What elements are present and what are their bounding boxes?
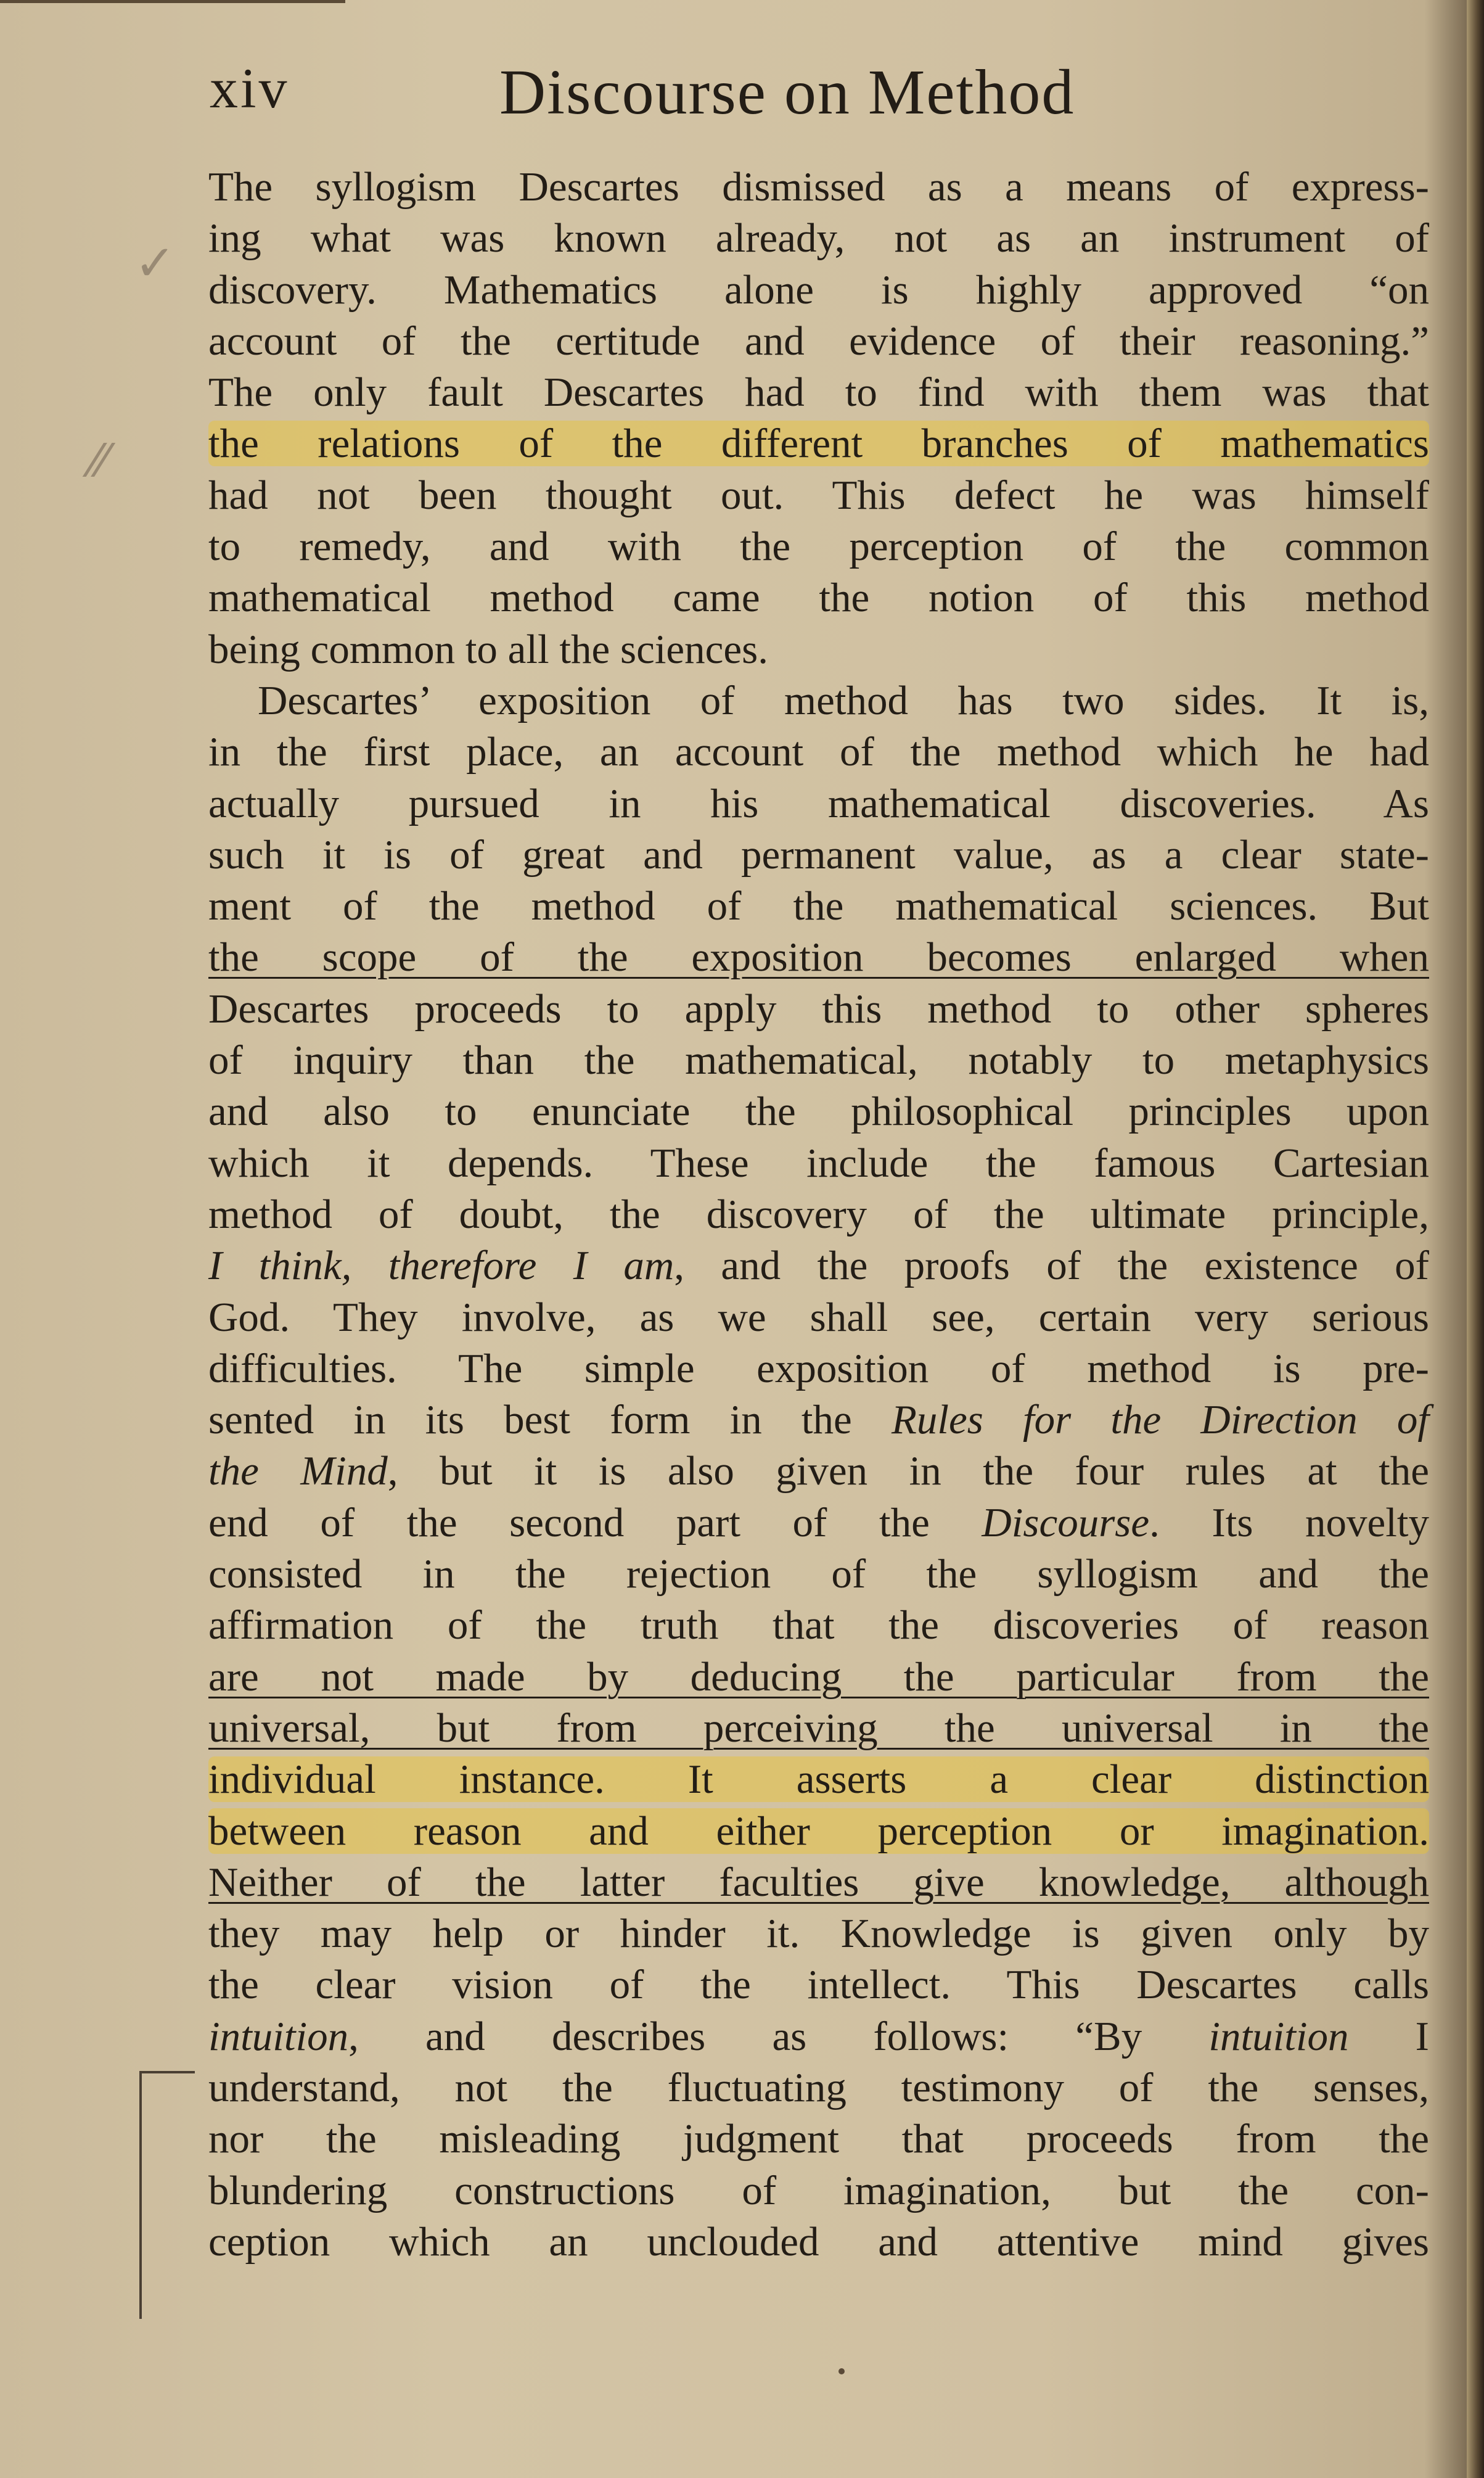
- text-line: to remedy, and with the perception of the common: [208, 524, 1429, 570]
- page-edge-shadow: [1467, 0, 1484, 2478]
- page-header: [210, 56, 1441, 130]
- text-line: intuition, and describes as follows: “By intuition I: [208, 2013, 1429, 2059]
- body-text: [208, 162, 1429, 2268]
- text-line: discovery. Mathematics alone is highly approved “on: [208, 266, 1429, 313]
- margin-pencil-mark-icon: ⁄⁄: [92, 432, 109, 487]
- page-number: xiv: [210, 57, 290, 120]
- text-line: difficulties. The simple exposition of method is pre-: [208, 1345, 1429, 1391]
- margin-bracket: [139, 2072, 142, 2319]
- text-line: in the first place, an account of the method which he had: [208, 729, 1429, 775]
- text-line: of inquiry than the mathematical, notably to metaphysics: [208, 1037, 1429, 1084]
- text-line: which it depends. These include the famous Cartesian: [208, 1140, 1429, 1186]
- text-line: God. They involve, as we shall see, certain very serious: [208, 1294, 1429, 1340]
- text-line: the clear vision of the intellect. This Descartes calls: [208, 1962, 1429, 2008]
- text-line: account of the certitude and evidence of their reasoning.”: [208, 318, 1429, 364]
- text-line: and also to enunciate the philosophical principles upon: [208, 1089, 1429, 1135]
- margin-bracket-top: [139, 2071, 195, 2073]
- text-line: end of the second part of the Discourse. Its novelty: [208, 1499, 1430, 1546]
- text-line: blundering constructions of imagination, but the con-: [208, 2167, 1429, 2213]
- text-line: understand, not the fluctuating testimony of the senses,: [208, 2064, 1429, 2110]
- text-line: being common to all the sciences.: [208, 626, 768, 672]
- text-line: they may help or hinder it. Knowledge is given only by: [208, 1911, 1429, 1957]
- text-line: actually pursued in his mathematical discoveries. As: [208, 780, 1429, 826]
- text-line: mathematical method came the notion of this method: [208, 575, 1429, 621]
- text-line: nor the misleading judgment that proceeds from the: [208, 2116, 1429, 2162]
- text-line: method of doubt, the discovery of the ultimate principle,: [208, 1191, 1429, 1237]
- text-line: consisted in the rejection of the syllogism and the: [208, 1551, 1429, 1597]
- text-line: are not made by deducing the particular from the: [208, 1653, 1429, 1700]
- text-line: Descartes’ exposition of method has two sides. It is,: [258, 677, 1429, 723]
- text-line: ment of the method of the mathematical sciences. But: [208, 883, 1429, 929]
- text-line: The only fault Descartes had to find with them was that: [208, 369, 1429, 416]
- text-line: the scope of the exposition becomes enlarged when: [208, 934, 1429, 981]
- text-line-italic: I think, therefore I am, and the proofs of the existence of: [208, 1243, 1429, 1289]
- margin-pencil-mark-icon: ✓: [134, 236, 176, 290]
- text-line-highlighted: the relations of the different branches of mathematics: [208, 421, 1429, 467]
- text-line: the Mind, but it is also given in the four rules at the: [208, 1448, 1429, 1494]
- text-line: affirmation of the truth that the discoveries of reason: [208, 1602, 1429, 1649]
- text-line: such it is of great and permanent value, as a clear state-: [208, 831, 1429, 878]
- text-line: ing what was known already, not as an instrument of: [208, 215, 1429, 261]
- running-title: Discourse on Method: [499, 57, 1075, 128]
- ink-dot: [838, 2368, 845, 2374]
- text-line-highlighted: between reason and either perception or imagination.: [208, 1808, 1429, 1854]
- text-line: The syllogism Descartes dismissed as a means of express-: [208, 164, 1429, 210]
- text-line: ception which an unclouded and attentive mind gives: [208, 2218, 1429, 2265]
- text-line: Descartes proceeds to apply this method to other spheres: [208, 986, 1429, 1032]
- text-line: universal, but from perceiving the universal in the: [208, 1705, 1429, 1751]
- text-line: sented in its best form in the Rules for the Direction of: [208, 1397, 1429, 1443]
- top-edge-rule: [0, 0, 345, 3]
- text-line: Neither of the latter faculties give knowledge, although: [208, 1859, 1429, 1905]
- text-line: had not been thought out. This defect he was himself: [208, 472, 1429, 518]
- text-line-highlighted: individual instance. It asserts a clear distinction: [208, 1756, 1429, 1803]
